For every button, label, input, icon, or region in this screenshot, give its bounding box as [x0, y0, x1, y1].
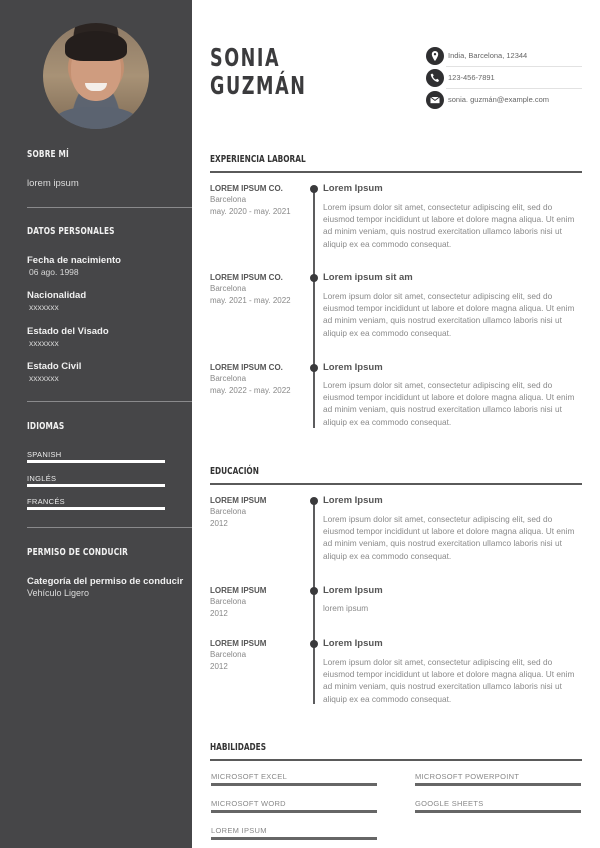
phone-text: 123-456-7891 [448, 73, 495, 82]
birthdate-value: 06 ago. 1998 [29, 267, 79, 277]
about-text: lorem ipsum [27, 178, 79, 189]
phone-icon [426, 69, 444, 87]
about-heading: SOBRE MÍ [27, 149, 69, 160]
experience-description: Lorem ipsum dolor sit amet, consectetur adipiscing elit, sed do eiusmod tempor incididunt ut labore et dolore magna aliqua. Ut enim ad minim veniam, quis nostrud exercitation ullamco laboris nisi ut aliquip ex ea commodo consequat. [323, 380, 575, 427]
first-name: SONIA [210, 43, 281, 72]
experience-title: Lorem Ipsum [323, 362, 383, 373]
license-heading: PERMISO DE CONDUCIR [27, 547, 129, 558]
skill-level-bar [211, 783, 377, 786]
section-rule [210, 759, 582, 761]
timeline-dot [310, 587, 318, 595]
skill-label: MICROSOFT POWERPOINT [415, 772, 520, 781]
visa-value: xxxxxxx [29, 338, 59, 348]
candidate-name [210, 44, 306, 100]
skill-label: LOREM IPSUM [211, 826, 267, 835]
experience-dates: may. 2021 - may. 2022 [210, 296, 291, 305]
email-text[interactable]: sonia. guzmán@example.com [448, 95, 549, 104]
skill-label: MICROSOFT EXCEL [211, 772, 288, 781]
education-year: 2012 [210, 519, 228, 528]
language-label: SPANISH [27, 450, 62, 459]
skill-level-bar [415, 810, 581, 813]
profile-photo [43, 23, 149, 129]
license-value: Vehículo Ligero [27, 588, 90, 598]
experience-title: Lorem ipsum sit am [323, 272, 413, 283]
civil-status-value: xxxxxxx [29, 373, 59, 383]
last-name: GUZMÁN [210, 71, 307, 100]
experience-place: Barcelona [210, 374, 247, 383]
education-org: LOREM IPSUM [210, 586, 267, 595]
experience-timeline [313, 188, 315, 428]
education-year: 2012 [210, 662, 228, 671]
skill-level-bar [415, 783, 581, 786]
education-timeline [313, 500, 315, 704]
skills-heading: HABILIDADES [210, 742, 267, 753]
personal-heading: DATOS PERSONALES [27, 226, 115, 237]
address-text: India, Barcelona, 12344 [448, 51, 528, 60]
languages-heading: IDIOMAS [27, 421, 65, 432]
contact-email [426, 90, 582, 112]
skill-label: GOOGLE SHEETS [415, 799, 484, 808]
section-rule [210, 171, 582, 173]
civil-status-label: Estado Civil [27, 361, 82, 372]
experience-description: Lorem ipsum dolor sit amet, consectetur adipiscing elit, sed do eiusmod tempor incididunt ut labore et dolore magna aliqua. Ut enim ad minim veniam, quis nostrud exercitation ullamco laboris nisi ut aliquip ex ea commodo consequat. [323, 291, 575, 338]
timeline-dot [310, 497, 318, 505]
education-title: Lorem Ipsum [323, 638, 383, 649]
skill-level-bar [211, 837, 377, 840]
language-level-bar [27, 484, 165, 487]
skill-label: MICROSOFT WORD [211, 799, 286, 808]
education-year: 2012 [210, 609, 228, 618]
experience-org: LOREM IPSUM CO. [210, 273, 283, 282]
contact-address [426, 46, 582, 68]
education-description: Lorem ipsum dolor sit amet, consectetur adipiscing elit, sed do eiusmod tempor incididunt ut labore et dolore magna aliqua. Ut enim ad minim veniam, quis nostrud exercitation ullamco laboris nisi ut aliquip ex ea commodo consequat. [323, 514, 575, 561]
sidebar [0, 0, 192, 848]
education-heading: EDUCACIÓN [210, 466, 259, 477]
education-description: Lorem ipsum dolor sit amet, consectetur adipiscing elit, sed do eiusmod tempor incididunt ut labore et dolore magna aliqua. Ut enim ad minim veniam, quis nostrud exercitation ullamco laboris nisi ut aliquip ex ea commodo consequat. [323, 657, 575, 704]
education-place: Barcelona [210, 597, 247, 606]
timeline-dot [310, 274, 318, 282]
language-label: FRANCÉS [27, 497, 65, 506]
visa-label: Estado del Visado [27, 326, 109, 337]
experience-org: LOREM IPSUM CO. [210, 363, 283, 372]
section-rule [210, 483, 582, 485]
experience-title: Lorem Ipsum [323, 183, 383, 194]
language-level-bar [27, 460, 165, 463]
timeline-dot [310, 640, 318, 648]
experience-dates: may. 2022 - may. 2022 [210, 386, 291, 395]
experience-description: Lorem ipsum dolor sit amet, consectetur adipiscing elit, sed do eiusmod tempor incididunt ut labore et dolore magna aliqua. Ut enim ad minim veniam, quis nostrud exercitation ullamco laboris nisi ut aliquip ex ea commodo consequat. [323, 202, 575, 249]
language-level-bar [27, 507, 165, 510]
contact-phone [426, 68, 582, 90]
language-label: INGLÉS [27, 474, 57, 483]
divider [446, 66, 582, 67]
location-pin-icon [426, 47, 444, 65]
divider [27, 527, 192, 528]
skill-level-bar [211, 810, 377, 813]
experience-place: Barcelona [210, 284, 247, 293]
experience-heading: EXPERIENCIA LABORAL [210, 154, 306, 165]
education-place: Barcelona [210, 650, 247, 659]
divider [446, 88, 582, 89]
timeline-dot [310, 364, 318, 372]
education-title: Lorem Ipsum [323, 495, 383, 506]
timeline-dot [310, 185, 318, 193]
license-label: Categoría del permiso de conducir [27, 576, 184, 587]
nationality-label: Nacionalidad [27, 290, 87, 301]
experience-dates: may. 2020 - may. 2021 [210, 207, 291, 216]
education-description: lorem ipsum [323, 603, 369, 613]
divider [27, 207, 192, 208]
experience-org: LOREM IPSUM CO. [210, 184, 283, 193]
experience-place: Barcelona [210, 195, 247, 204]
education-org: LOREM IPSUM [210, 639, 267, 648]
birthdate-label: Fecha de nacimiento [27, 255, 121, 266]
education-place: Barcelona [210, 507, 247, 516]
nationality-value: xxxxxxx [29, 302, 59, 312]
envelope-icon [426, 91, 444, 109]
education-title: Lorem Ipsum [323, 585, 383, 596]
education-org: LOREM IPSUM [210, 496, 267, 505]
divider [27, 401, 192, 402]
